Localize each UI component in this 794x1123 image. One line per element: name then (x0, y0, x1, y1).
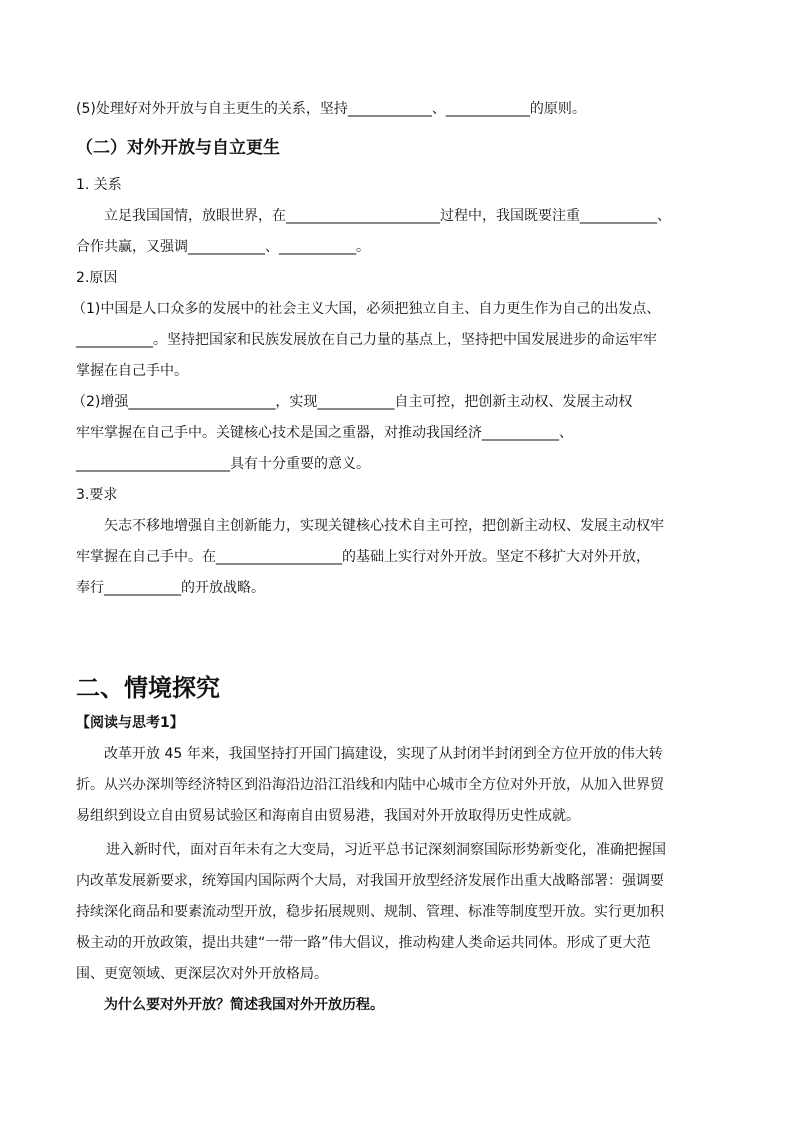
section-3-line-2: 牢掌握在自己手中。在__________________的基础上实行对外开放。坚定不移扩大对外开放， (76, 549, 650, 565)
part-2-title: 二、情境探究 (76, 674, 220, 702)
section-3-line-3: 奉行___________的开放战略。 (76, 580, 265, 596)
reading-para-1-line-3: 易组织到设立自由贸易试验区和海南自由贸易港，我国对外开放取得历史性成就。 (76, 808, 580, 824)
section-1-line-1: 立足我国国情，放眼世界，在______________________过程中，我国既要注重___________、 (104, 208, 671, 224)
section-title: （二）对外开放与自立更生 (76, 138, 280, 158)
section-2-para-2-line-2: 牢牢掌握在自己手中。关键核心技术是国之重器，对推动我国经济___________、 (76, 425, 573, 441)
reading-para-2-line-2: 内改革发展新要求，统筹国内国际两个大局，对我国开放型经济发展作出重大战略部署：强调要 (76, 873, 664, 889)
section-2-para-2-line-3: ______________________具有十分重要的意义。 (76, 456, 370, 472)
reading-para-2-line-4: 极主动的开放政策，提出共建“一带一路”伟大倡议，推动构建人类命运共同体。形成了更大范 (76, 935, 651, 951)
reading-box-label: 【阅读与思考1】 (76, 715, 184, 731)
section-1-heading: 1. 关系 (76, 177, 122, 193)
question-text: 为什么要对外开放？简述我国对外开放历程。 (104, 997, 384, 1013)
section-3-heading: 3.要求 (76, 487, 118, 503)
item-5-text: (5)处理好对外开放与自主更生的关系，坚持____________、____________的原则。 (76, 101, 586, 117)
section-1-line-2: 合作共赢，又强调___________、___________。 (76, 239, 370, 255)
section-3-line-1: 矢志不移地增强自主创新能力，实现关键核心技术自主可控，把创新主动权、发展主动权牢 (104, 518, 664, 534)
reading-para-2-line-1: 进入新时代，面对百年未有之大变局，习近平总书记深刻洞察国际形势新变化，准确把握国 (106, 842, 666, 858)
reading-para-1-line-2: 折。从兴办深圳等经济特区到沿海沿边沿江沿线和内陆中心城市全方位对外开放，从加入世界贸 (76, 777, 664, 793)
section-2-para-1-line-2: ___________。坚持把国家和民族发展放在自己力量的基点上，坚持把中国发展进步的命运牢牢 (76, 332, 657, 348)
reading-para-2-line-3: 持续深化商品和要素流动型开放，稳步拓展规则、规制、管理、标准等制度型开放。实行更加积 (76, 904, 664, 920)
section-2-heading: 2.原因 (76, 270, 118, 286)
section-2-para-1-line-1: （1)中国是人口众多的发展中的社会主义大国，必须把独立自主、自力更生作为自己的出发点、 (72, 301, 661, 317)
reading-para-1-line-1: 改革开放 45 年来，我国坚持打开国门搞建设，实现了从封闭半封闭到全方位开放的伟大转 (104, 746, 663, 762)
section-2-para-2-line-1: （2)增强_____________________，实现___________自主可控，把创新主动权、发展主动权 (72, 394, 633, 410)
section-2-para-1-line-3: 掌握在自己手中。 (76, 363, 188, 379)
reading-para-2-line-5: 围、更宽领域、更深层次对外开放格局。 (76, 966, 328, 982)
